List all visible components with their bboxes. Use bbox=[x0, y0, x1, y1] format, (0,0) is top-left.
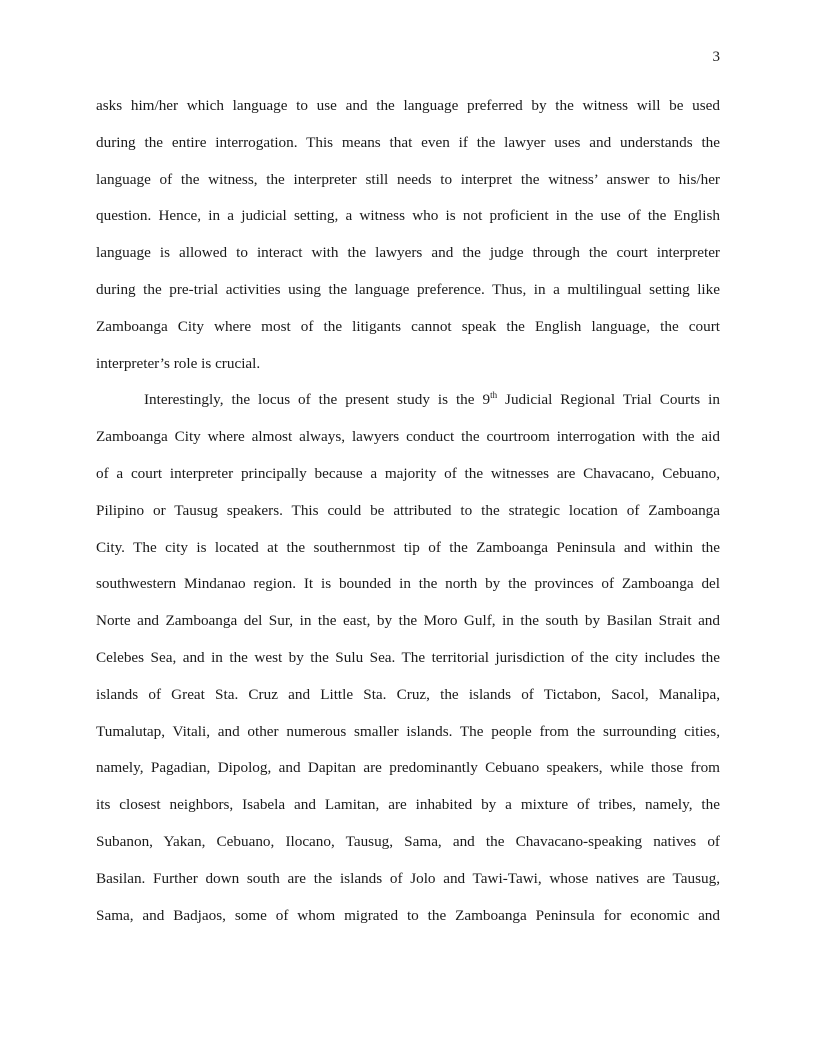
page-number: 3 bbox=[712, 49, 720, 65]
paragraph-line: during the pre-trial activities using the language preference. Thus, in a multilingual setting like bbox=[96, 280, 720, 298]
paragraph-first-line bbox=[96, 382, 720, 419]
paragraph-line: Pilipino or Tausug speakers. This could be attributed to the strategic location of Zamboanga bbox=[96, 501, 720, 519]
paragraph-line: during the entire interrogation. This means that even if the lawyer uses and understands the bbox=[96, 133, 720, 151]
paragraph-line: question. Hence, in a judicial setting, a witness who is not proficient in the use of the English bbox=[96, 207, 720, 225]
first-line-text-continued: Judicial Regional Trial Courts in bbox=[497, 391, 720, 409]
paragraph-line: Basilan. Further down south are the islands of Jolo and Tawi-Tawi, whose natives are Tausug, bbox=[96, 869, 720, 887]
paragraph-line: Zamboanga City where almost always, lawyers conduct the courtroom interrogation with the aid bbox=[96, 428, 720, 446]
paragraph-line: asks him/her which language to use and the language preferred by the witness will be used bbox=[96, 97, 720, 114]
paragraph-line: Tumalutap, Vitali, and other numerous smaller islands. The people from the surrounding cities, bbox=[96, 722, 720, 740]
paragraph-line: Norte and Zamboanga del Sur, in the east, by the Moro Gulf, in the south by Basilan Strait and bbox=[96, 612, 720, 630]
paragraph-line: islands of Great Sta. Cruz and Little Sta. Cruz, the islands of Tictabon, Sacol, Manalipa, bbox=[96, 685, 720, 703]
paragraph-line: southwestern Mindanao region. It is bounded in the north by the provinces of Zamboanga del bbox=[96, 575, 720, 593]
paragraph-line: namely, Pagadian, Dipolog, and Dapitan are predominantly Cebuano speakers, while those from bbox=[96, 759, 720, 777]
paragraph-line: Celebes Sea, and in the west by the Sulu Sea. The territorial jurisdiction of the city includes the bbox=[96, 648, 720, 666]
first-line-text: Interestingly, the locus of the present study is the 9 bbox=[144, 391, 491, 409]
paragraph-1 bbox=[96, 88, 720, 382]
paragraph-line: Zamboanga City where most of the litigants cannot speak the English language, the court bbox=[96, 317, 720, 335]
ordinal-superscript: th bbox=[490, 390, 498, 401]
paragraph-line: City. The city is located at the southernmost tip of the Zamboanga Peninsula and within the bbox=[96, 538, 720, 556]
paragraph-line: language is allowed to interact with the lawyers and the judge through the court interpreter bbox=[96, 244, 720, 262]
paragraph-line: its closest neighbors, Isabela and Lamitan, are inhabited by a mixture of tribes, namely, the bbox=[96, 796, 720, 814]
document-body bbox=[96, 88, 720, 934]
paragraph-line: language of the witness, the interpreter still needs to interpret the witness’ answer to his/her bbox=[96, 170, 720, 188]
paragraph-line: interpreter’s role is crucial. bbox=[96, 354, 261, 372]
paragraph-line: Sama, and Badjaos, some of whom migrated to the Zamboanga Peninsula for economic and bbox=[96, 906, 720, 924]
paragraph-line: Subanon, Yakan, Cebuano, Ilocano, Tausug, Sama, and the Chavacano-speaking natives of bbox=[96, 832, 720, 850]
paragraph-line: of a court interpreter principally because a majority of the witnesses are Chavacano, Cebuano, bbox=[96, 464, 720, 482]
paragraph-2 bbox=[96, 382, 720, 934]
